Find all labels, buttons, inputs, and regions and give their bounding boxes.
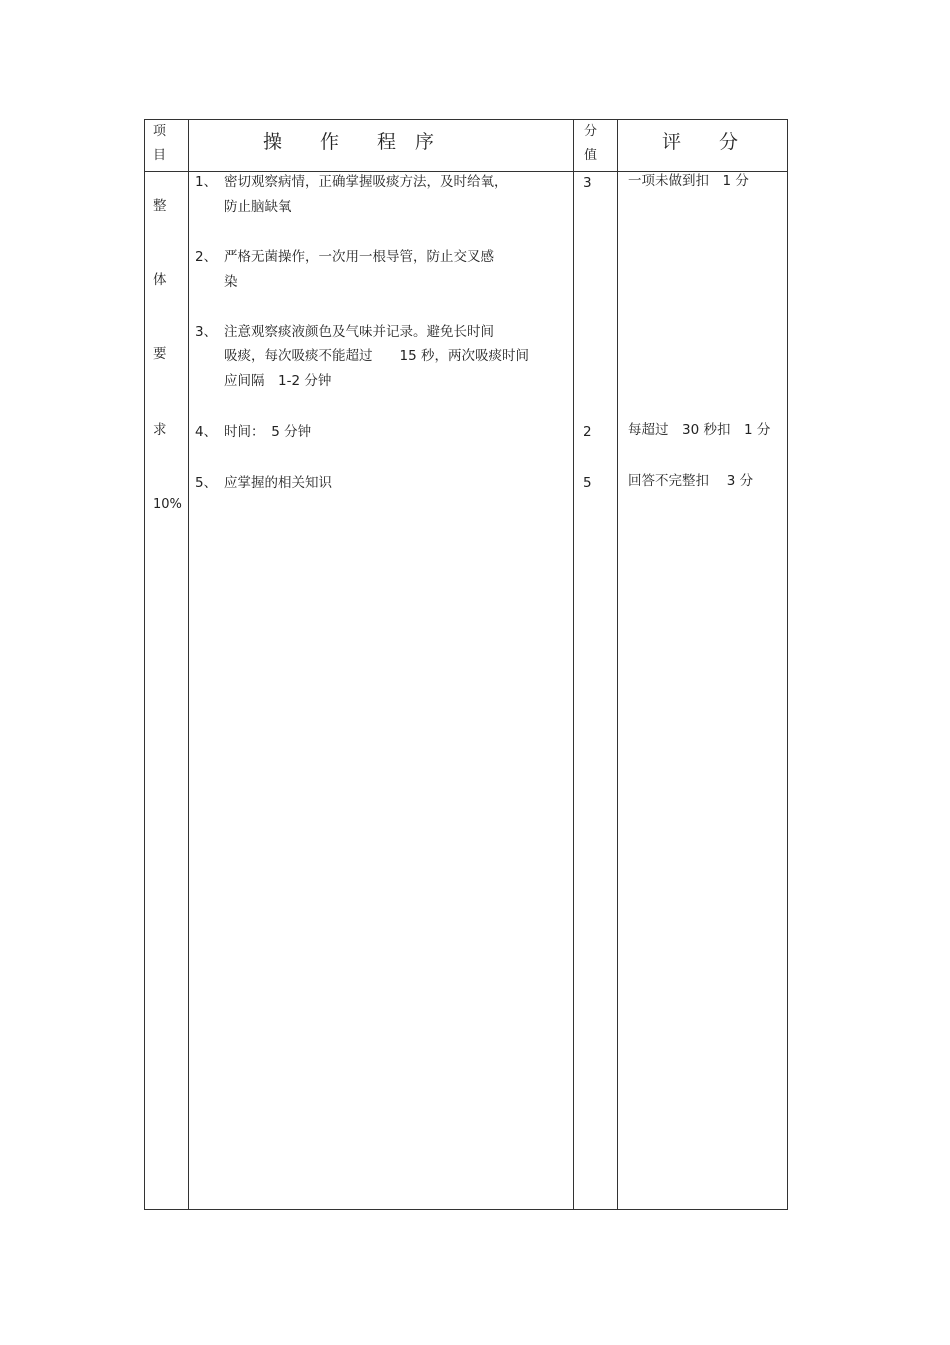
- column-divider: [617, 120, 618, 1209]
- column-divider: [188, 120, 189, 1209]
- item-number: 5、: [195, 475, 218, 491]
- section-label-char: 整: [153, 198, 167, 214]
- section-label-char: 要: [153, 346, 167, 362]
- item-text-line: 应间隔 1-2 分钟: [224, 373, 332, 389]
- header-procedure: 操 作 程 序: [263, 131, 435, 153]
- column-divider: [573, 120, 574, 1209]
- item-text-line: 严格无菌操作，一次用一根导管，防止交叉感: [224, 249, 494, 265]
- section-label-char: 体: [153, 272, 167, 288]
- item-text-line: 注意观察痰液颜色及气味并记录。避免长时间: [224, 324, 494, 340]
- item-deduction-rule: 回答不完整扣 3 分: [628, 473, 754, 489]
- item-score: 5: [583, 475, 592, 491]
- item-text-line: 密切观察病情，正确掌握吸痰方法，及时给氧，: [224, 174, 508, 190]
- item-text-line: 防止脑缺氧: [224, 199, 292, 215]
- item-number: 1、: [195, 174, 218, 190]
- item-number: 3、: [195, 324, 218, 340]
- header-item-char-1: 项: [153, 124, 167, 139]
- item-deduction-rule: 每超过 30 秒扣 1 分: [628, 422, 771, 438]
- item-text-line: 时间： 5 分钟: [224, 424, 312, 440]
- header-item-char-2: 目: [153, 148, 167, 163]
- header-grading: 评 分: [662, 131, 739, 153]
- item-number: 2、: [195, 249, 218, 265]
- item-text-line: 染: [224, 274, 238, 290]
- section-label-char: 求: [153, 422, 167, 438]
- header-score-char-2: 值: [584, 148, 598, 163]
- item-text-line: 吸痰，每次吸痰不能超过 15 秒，两次吸痰时间: [224, 348, 529, 364]
- item-deduction-rule: 一项未做到扣 1 分: [628, 173, 749, 189]
- header-score-char-1: 分: [584, 124, 598, 139]
- item-score: 3: [583, 175, 592, 191]
- item-score: 2: [583, 424, 592, 440]
- item-text-line: 应掌握的相关知识: [224, 475, 332, 491]
- section-percent: 10%: [153, 497, 182, 512]
- item-number: 4、: [195, 424, 218, 440]
- scoring-table: [144, 119, 788, 1210]
